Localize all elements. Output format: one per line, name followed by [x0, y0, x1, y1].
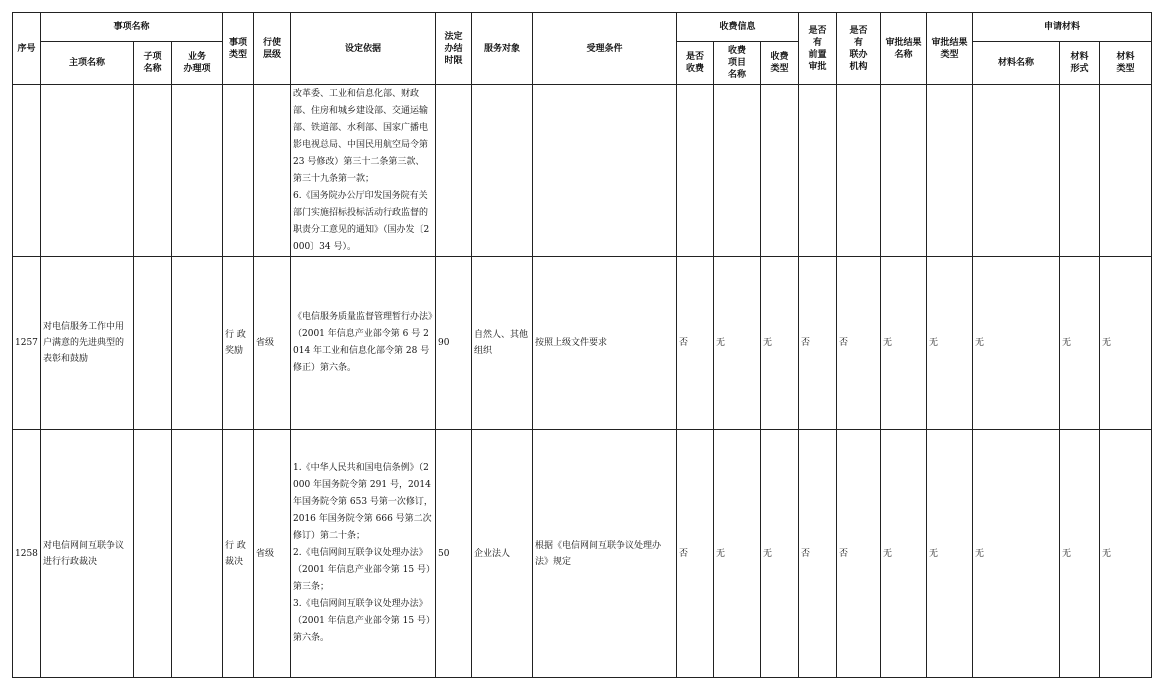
cell-legal-days: 50 [436, 430, 472, 678]
cell-fee-type [761, 85, 799, 257]
header-main-name: 主项名称 [41, 42, 134, 85]
cell-business-item [172, 430, 223, 678]
cell-conditions: 根据《电信网间互联争议处理办法》规定 [533, 430, 677, 678]
cell-pre-approval: 否 [799, 257, 837, 430]
cell-main-name: 对电信网间互联争议进行行政裁决 [41, 430, 134, 678]
header-item-type: 事项 类型 [223, 13, 254, 85]
header-fee-type: 收费 类型 [761, 42, 799, 85]
cell-legal-days: 90 [436, 257, 472, 430]
cell-basis: 《电信服务质量监督管理暂行办法》（2001 年信息产业部令第 6 号 2014 年工业和信息化部令第 28 号修正）第六条。 [291, 257, 436, 430]
header-seq: 序号 [13, 13, 41, 85]
cell-basis: 1.《中华人民共和国电信条例》（2000 年国务院令第 291 号，2014 年国务院令第 653 号第一次修订，2016 年国务院令第 666 号第二次修订）第二十条； 2.《电信网间互联争议处理办法》（2001 年信息产业部令第 15 号）第三条； 3.《电信网间互联争议处理办法》（2001 年信息产业部令第 15 号）第六条。 [291, 430, 436, 678]
cell-seq: 1258 [13, 430, 41, 678]
header-joint-agency: 是否 有 联办 机构 [837, 13, 881, 85]
header-is-fee: 是否 收费 [677, 42, 714, 85]
cell-business-item [172, 85, 223, 257]
cell-joint-agency [837, 85, 881, 257]
header-sub-name: 子项 名称 [134, 42, 172, 85]
header-conditions: 受理条件 [533, 13, 677, 85]
header-legal-days: 法定 办结 时限 [436, 13, 472, 85]
header-result-type: 审批结果 类型 [927, 13, 973, 85]
header-material-name: 材料名称 [973, 42, 1060, 85]
cell-conditions [533, 85, 677, 257]
header-service-target: 服务对象 [472, 13, 533, 85]
header-exercise-level: 行使 层级 [254, 13, 291, 85]
header-material-type: 材料 类型 [1100, 42, 1152, 85]
cell-exercise-level: 省级 [254, 257, 291, 430]
cell-result-name [881, 85, 927, 257]
cell-is-fee [677, 85, 714, 257]
header-material-form: 材料 形式 [1060, 42, 1100, 85]
cell-material-type: 无 [1100, 430, 1152, 678]
cell-result-name: 无 [881, 257, 927, 430]
cell-material-name [973, 85, 1060, 257]
cell-result-name: 无 [881, 430, 927, 678]
cell-fee-item: 无 [714, 257, 761, 430]
cell-material-form: 无 [1060, 430, 1100, 678]
header-materials-group: 申请材料 [973, 13, 1152, 42]
cell-joint-agency: 否 [837, 430, 881, 678]
cell-is-fee: 否 [677, 257, 714, 430]
cell-sub-name [134, 257, 172, 430]
cell-service-target: 自然人、其他组织 [472, 257, 533, 430]
cell-fee-type: 无 [761, 430, 799, 678]
cell-sub-name [134, 430, 172, 678]
cell-pre-approval [799, 85, 837, 257]
cell-service-target [472, 85, 533, 257]
cell-material-type: 无 [1100, 257, 1152, 430]
cell-is-fee: 否 [677, 430, 714, 678]
cell-result-type: 无 [927, 430, 973, 678]
header-basis: 设定依据 [291, 13, 436, 85]
cell-legal-days [436, 85, 472, 257]
cell-material-type [1100, 85, 1152, 257]
cell-service-target: 企业法人 [472, 430, 533, 678]
cell-seq: 1257 [13, 257, 41, 430]
cell-item-type: 行 政裁决 [223, 430, 254, 678]
cell-item-type: 行 政奖励 [223, 257, 254, 430]
cell-material-form [1060, 85, 1100, 257]
cell-item-type [223, 85, 254, 257]
header-result-name: 审批结果 名称 [881, 13, 927, 85]
header-business-item: 业务 办理项 [172, 42, 223, 85]
cell-main-name [41, 85, 134, 257]
header-fee-item: 收费 项目 名称 [714, 42, 761, 85]
cell-basis: 改革委、工业和信息化部、财政部、住房和城乡建设部、交通运输部、铁道部、水利部、国家广播电影电视总局、中国民用航空局令第 23 号修改）第三十二条第三款、第三十九条第一款； 6.《国务院办公厅印发国务院有关部门实施招标投标活动行政监督的职责分工意见的通知》（国办发〔2000〕34 号）。 [291, 85, 436, 257]
cell-pre-approval: 否 [799, 430, 837, 678]
cell-material-name: 无 [973, 430, 1060, 678]
cell-material-name: 无 [973, 257, 1060, 430]
cell-material-form: 无 [1060, 257, 1100, 430]
header-row-group [13, 13, 1152, 42]
cell-exercise-level: 省级 [254, 430, 291, 678]
cell-conditions: 按照上级文件要求 [533, 257, 677, 430]
cell-result-type: 无 [927, 257, 973, 430]
header-fee-group: 收费信息 [677, 13, 799, 42]
cell-main-name: 对电信服务工作中用户满意的先进典型的表彰和鼓励 [41, 257, 134, 430]
cell-joint-agency: 否 [837, 257, 881, 430]
header-pre-approval: 是否 有 前置 审批 [799, 13, 837, 85]
cell-fee-type: 无 [761, 257, 799, 430]
cell-sub-name [134, 85, 172, 257]
table-row [13, 430, 1152, 678]
cell-fee-item: 无 [714, 430, 761, 678]
table-row [13, 257, 1152, 430]
cell-fee-item [714, 85, 761, 257]
cell-business-item [172, 257, 223, 430]
table-row [13, 85, 1152, 257]
header-item-name-group: 事项名称 [41, 13, 223, 42]
cell-result-type [927, 85, 973, 257]
cell-seq [13, 85, 41, 257]
cell-exercise-level [254, 85, 291, 257]
administrative-items-table [12, 12, 1152, 678]
